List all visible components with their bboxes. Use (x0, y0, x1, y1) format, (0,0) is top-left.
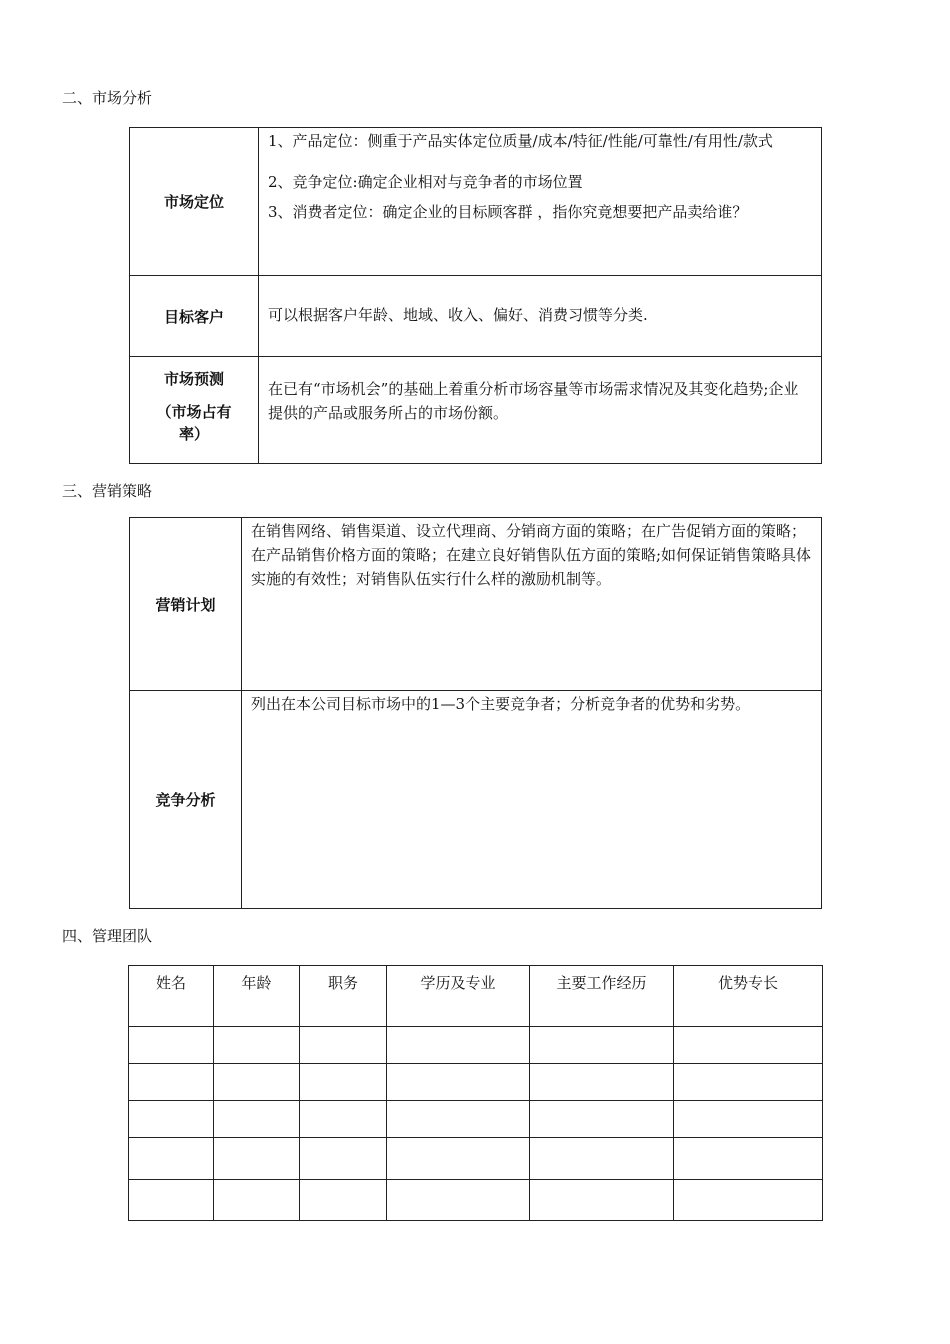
cell[interactable] (530, 1101, 674, 1138)
cell[interactable] (300, 1064, 387, 1101)
market-analysis-table (129, 127, 822, 464)
market-forecast-title: 市场预测 (163, 369, 224, 388)
cell[interactable] (300, 1138, 387, 1180)
cell[interactable] (300, 1180, 387, 1221)
cell[interactable] (387, 1138, 530, 1180)
marketing-plan-line: 在销售网络、销售渠道、设立代理商、分销商方面的策略；在广告促销方面的策略；在产品销售价格方面的策略；在建立良好销售队伍方面的策略;如何保证销售策略具体实施的有效性；对销售队伍实行什么样的激励机制等。 (251, 522, 812, 588)
target-customer-content (259, 276, 822, 357)
positioning-line-2: 2、竞争定位:确定企业相对与竞争者的市场位置 (268, 173, 583, 191)
positioning-line-3: 3、消费者定位：确定企业的目标顾客群 ，指你究竟想要把产品卖给谁？ (268, 203, 748, 221)
cell[interactable] (674, 1064, 823, 1101)
section-title-team: 四、管理团队 (62, 927, 153, 945)
cell[interactable] (674, 1027, 823, 1064)
cell[interactable] (674, 1180, 823, 1221)
cell[interactable] (674, 1138, 823, 1180)
competition-content (242, 691, 822, 909)
market-positioning-label: 市场定位 (130, 128, 259, 276)
cell[interactable] (214, 1027, 300, 1064)
cell[interactable] (129, 1027, 214, 1064)
marketing-plan-content (242, 518, 822, 691)
header-strengths: 优势专长 (674, 966, 823, 1027)
marketing-strategy-table (129, 517, 822, 909)
cell[interactable] (129, 1180, 214, 1221)
cell[interactable] (530, 1138, 674, 1180)
cell[interactable] (387, 1027, 530, 1064)
competition-line: 列出在本公司目标市场中的1—3个主要竞争者；分析竞争者的优势和劣势。 (251, 695, 751, 713)
marketing-plan-label: 营销计划 (130, 518, 242, 691)
team-row (129, 1101, 823, 1138)
competition-label: 竞争分析 (130, 691, 242, 909)
cell[interactable] (387, 1101, 530, 1138)
cell[interactable] (214, 1180, 300, 1221)
cell[interactable] (214, 1101, 300, 1138)
header-education: 学历及专业 (387, 966, 530, 1027)
header-position: 职务 (300, 966, 387, 1027)
header-name: 姓名 (129, 966, 214, 1027)
cell[interactable] (300, 1101, 387, 1138)
team-header-row (129, 966, 823, 1027)
section-title-marketing: 三、营销策略 (62, 482, 153, 500)
header-age: 年龄 (214, 966, 300, 1027)
target-customer-label: 目标客户 (130, 276, 259, 357)
market-forecast-subtitle: （市场占有率） (156, 402, 232, 443)
cell[interactable] (214, 1138, 300, 1180)
management-team-table (128, 965, 823, 1221)
cell[interactable] (214, 1064, 300, 1101)
cell[interactable] (674, 1101, 823, 1138)
team-row (129, 1064, 823, 1101)
team-row (129, 1027, 823, 1064)
team-row (129, 1138, 823, 1180)
cell[interactable] (530, 1180, 674, 1221)
cell[interactable] (530, 1027, 674, 1064)
header-experience: 主要工作经历 (530, 966, 674, 1027)
market-forecast-label (130, 357, 259, 464)
positioning-line-1: 1、产品定位：侧重于产品实体定位质量/成本/特征/性能/可靠性/有用性/款式 (268, 132, 773, 150)
cell[interactable] (129, 1064, 214, 1101)
cell[interactable] (129, 1138, 214, 1180)
forecast-line: 在已有“市场机会”的基础上着重分析市场容量等市场需求情况及其变化趋势;企业提供的产品或服务所占的市场份额。 (268, 380, 799, 422)
market-forecast-content (259, 357, 822, 464)
market-positioning-content (259, 128, 822, 276)
team-row (129, 1180, 823, 1221)
section-title-market: 二、市场分析 (62, 89, 153, 107)
target-customer-line: 可以根据客户年龄、地域、收入、偏好、消费习惯等分类. (268, 305, 648, 324)
cell[interactable] (530, 1064, 674, 1101)
cell[interactable] (129, 1101, 214, 1138)
cell[interactable] (300, 1027, 387, 1064)
cell[interactable] (387, 1064, 530, 1101)
cell[interactable] (387, 1180, 530, 1221)
